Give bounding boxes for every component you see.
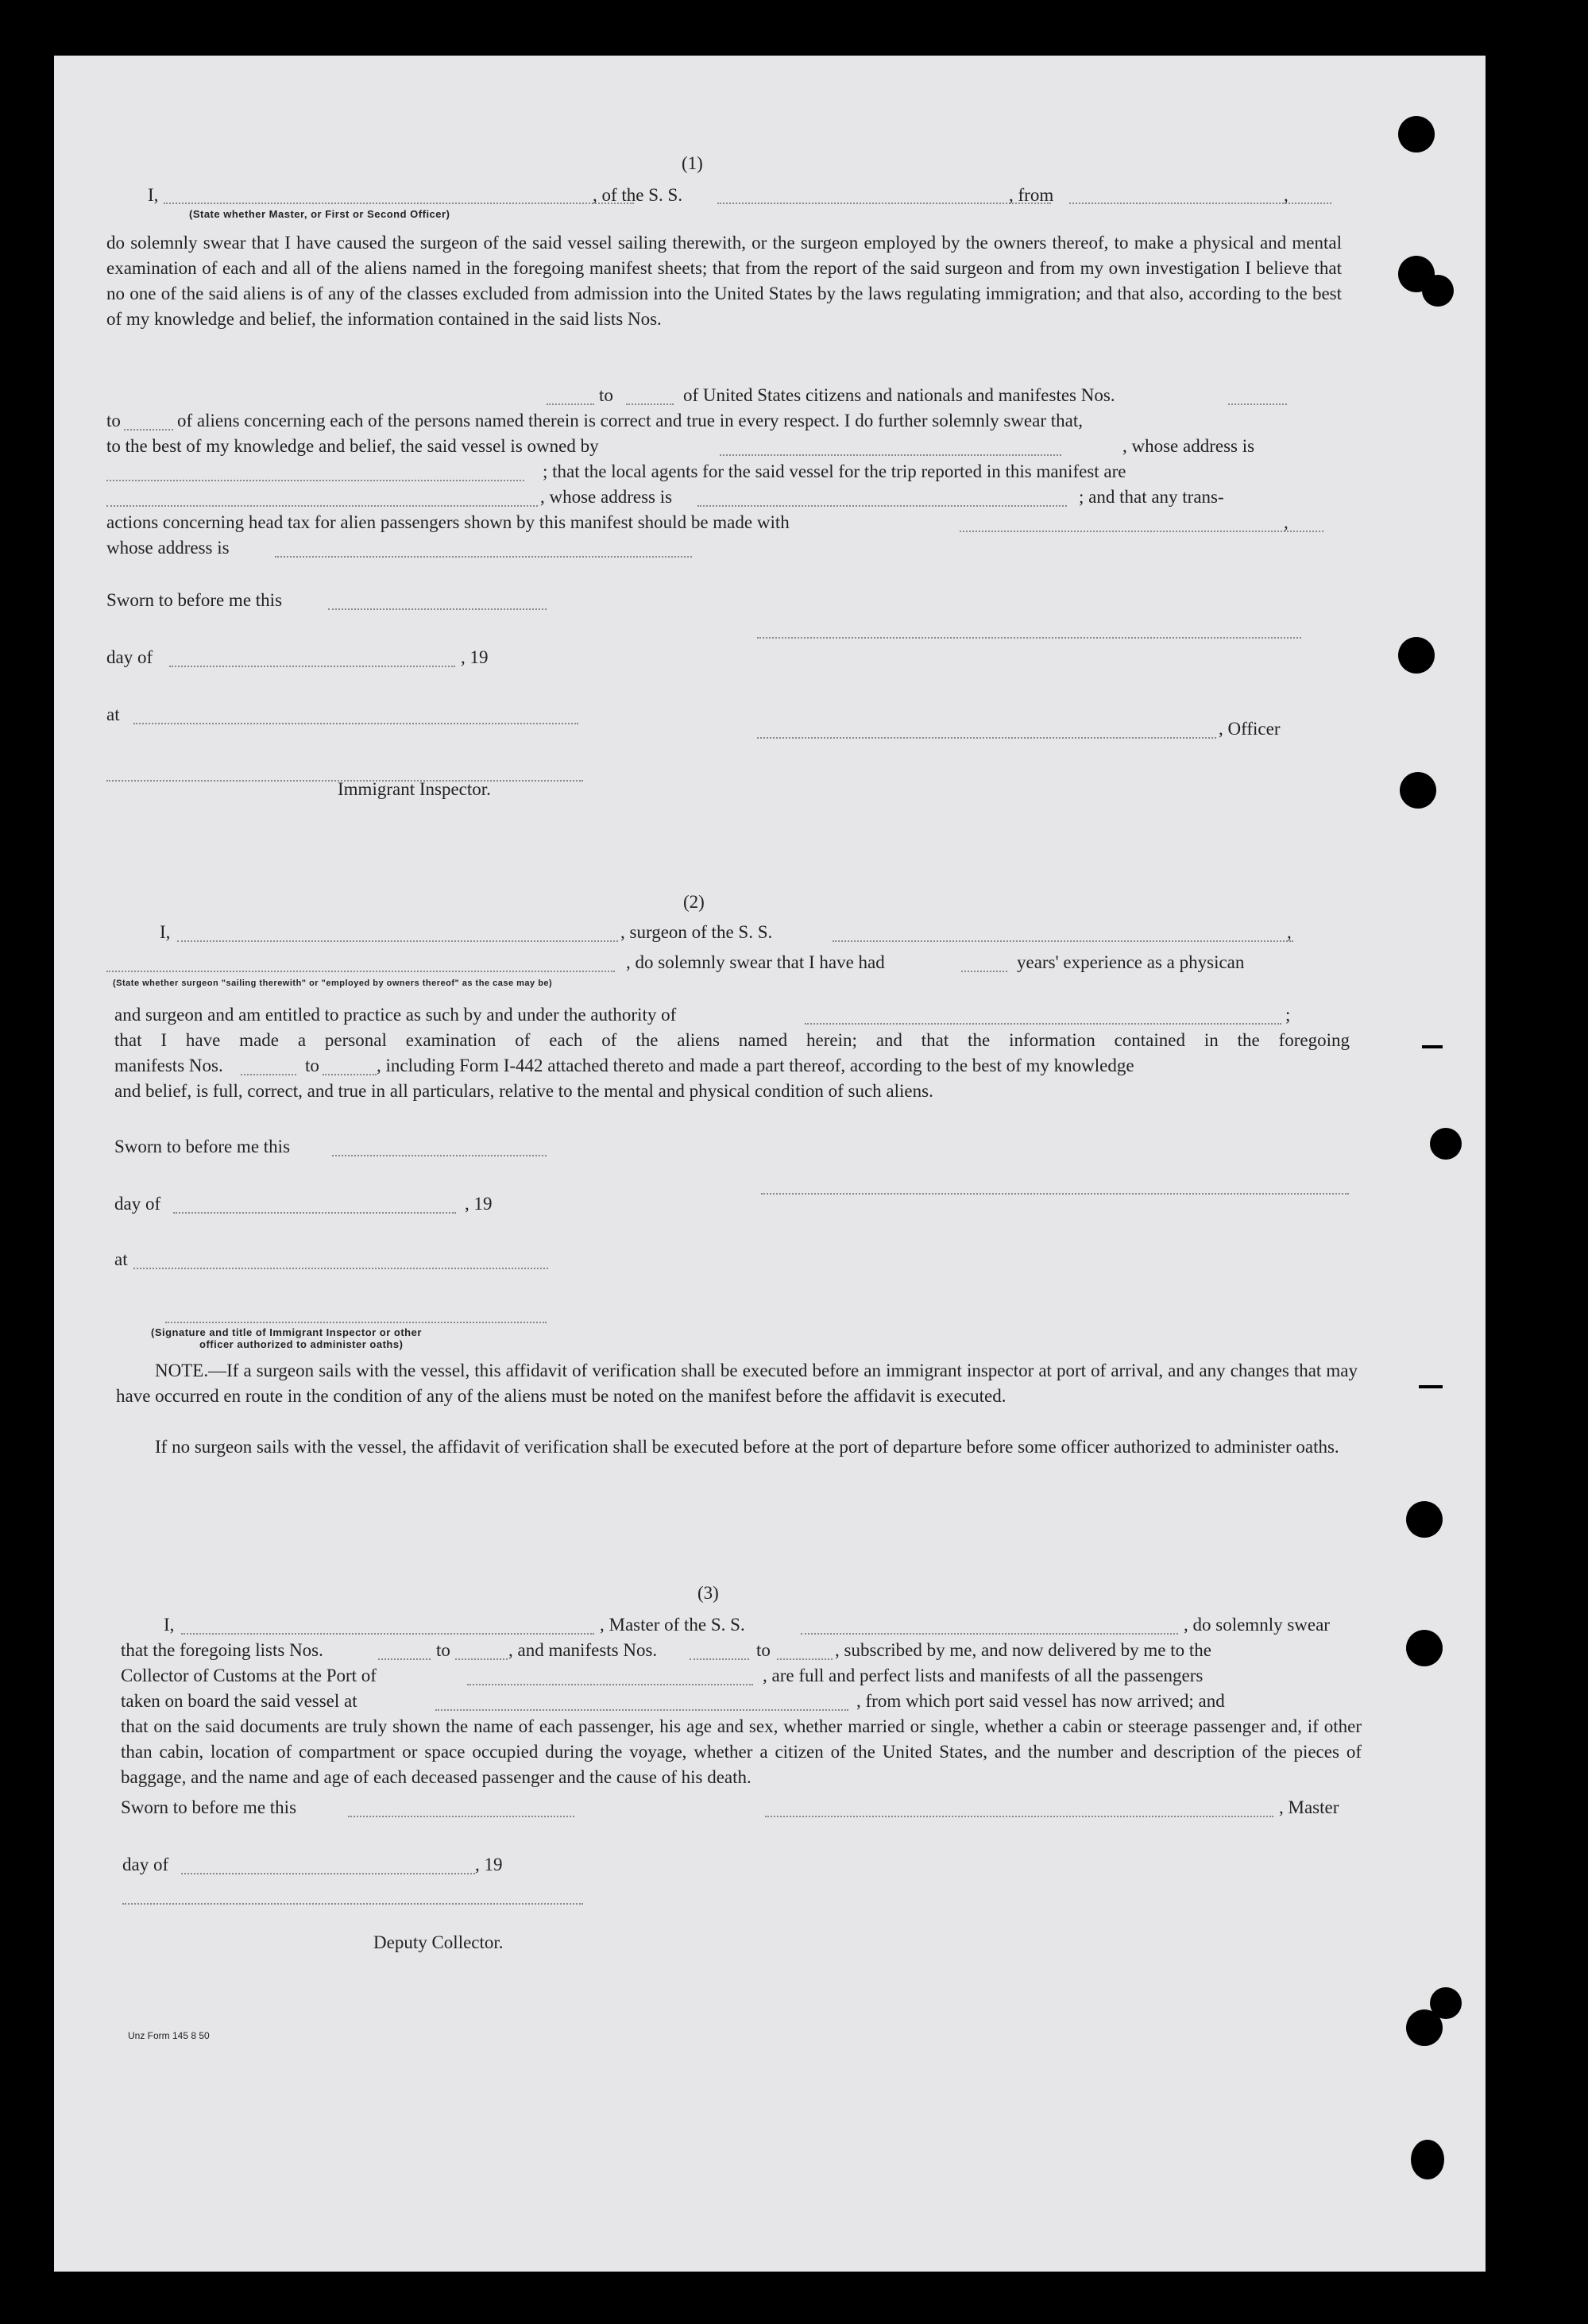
s2-day-of-field[interactable] [173,1212,456,1214]
s1-l7-rest: of aliens concerning each of the persons named therein is correct and true in every respect. I do further solemnly swear that, [177,411,1083,430]
s3-l4-taken-on: taken on board the said vessel at [121,1691,357,1711]
form-page [54,56,1486,2272]
s2-vessel-name-field[interactable] [833,940,1293,942]
s3-l1-master-of: , Master of the S. S. [600,1615,745,1635]
s1-l10-address-label: , whose address is [540,487,673,507]
s3-l1-swear: , do solemnly swear [1184,1615,1330,1635]
s2-l5-including: , including Form I-442 attached thereto and made a part thereof, according to the best of my knowledge [377,1056,1134,1075]
s1-sworn-date-field[interactable] [328,608,547,610]
s2-at-field[interactable] [133,1268,548,1269]
s3-year-label: , 19 [475,1855,503,1874]
s2-l5-manifests: manifests Nos. [114,1056,223,1075]
s3-manifest-from-field[interactable] [690,1658,749,1660]
s1-at-field[interactable] [133,723,578,724]
s3-departure-port-field[interactable] [435,1709,848,1711]
s1-l8-address-label: , whose address is [1122,436,1255,456]
s1-l10-transactions: ; and that any trans- [1079,487,1224,507]
s2-sworn-date-field[interactable] [332,1155,547,1156]
s3-documents-paragraph: that on the said documents are truly shown the name of each passenger, his age and sex, whether married or single, whether a cabin or steerage passenger and, if other than cabin, location of compartment or space occupied during the voyage, whether a citizen of the United States, and the number and description of the pieces of baggage, and the name and age of each deceased passenger and the cause of his death. [121,1716,1362,1787]
s1-manifest-to-field[interactable] [124,429,173,430]
section-1-number: (1) [682,153,703,173]
s3-l2-manifests: , and manifests Nos. [508,1640,658,1660]
s3-deputy-collector-label: Deputy Collector. [373,1932,504,1952]
s1-owner-address-field[interactable] [106,480,524,481]
s3-port-field[interactable] [467,1684,753,1685]
punch-hole [1398,116,1435,152]
s1-list-to-field[interactable] [626,403,674,405]
s3-l2-lists: that the foregoing lists Nos. [121,1640,323,1660]
s1-head-tax-address-field[interactable] [275,556,692,558]
s1-l7-to: to [106,411,121,430]
s1-at-label: at [106,705,120,724]
s1-owner-field[interactable] [720,454,1061,456]
s2-sworn-label: Sworn to before me this [114,1137,291,1156]
section-2-number: (2) [683,892,705,912]
s3-day-of-field[interactable] [181,1873,475,1874]
s3-sworn-label: Sworn to before me this [121,1797,297,1817]
binding-mark [1419,1385,1443,1388]
s3-master-signature-line[interactable] [765,1816,1273,1817]
s3-master-name-field[interactable] [181,1633,594,1635]
s3-master-label: , Master [1279,1797,1339,1817]
punch-hole [1400,772,1436,809]
s3-l2-to2: to [756,1640,771,1660]
s2-year-label: , 19 [465,1194,493,1214]
s1-oath-paragraph: do solemnly swear that I have caused the surgeon of the said vessel sailing therewith, or the surgeon employed by the owners thereof, to make a physical and mental examination of each and all of the aliens named in the foregoing manifest sheets; that from the report of the said surgeon and from my own investigation I believe that no one of the said aliens is of any of the classes excluded from admission into the United States by the laws regulating immigration; and that also, according to the best of my knowledge and belief, the information contained in the said lists Nos. [106,233,1342,329]
s2-manifest-from-field[interactable] [241,1074,296,1075]
s2-l1-prefix: I, [160,922,171,942]
punch-hole [1398,637,1435,674]
s3-collector-signature-line[interactable] [122,1903,583,1905]
section-3-number: (3) [697,1583,719,1603]
s2-surgeon-name-field[interactable] [177,940,618,942]
punch-hole [1411,2140,1444,2179]
punch-hole [1430,1128,1462,1160]
s1-year-label: , 19 [461,647,489,667]
s3-manifest-to-field[interactable] [777,1658,833,1660]
s1-day-of-label: day of [106,647,153,667]
s2-l1-surgeon-of: , surgeon of the S. S. [620,922,773,942]
s3-sworn-date-field[interactable] [348,1816,574,1817]
s2-l3-authority: and surgeon and am entitled to practice as such by and under the authority of [114,1005,677,1025]
s2-l1-end: , [1287,922,1292,942]
s2-l2-experience: years' experience as a physican [1017,952,1245,972]
s1-l11-head-tax: actions concerning head tax for alien passengers shown by this manifest should be made with [106,512,790,532]
s1-line1-prefix: I, [148,185,159,205]
punch-hole [1406,1501,1443,1538]
s1-agents-field[interactable] [106,505,538,507]
s2-note-paragraph-1: NOTE.—If a surgeon sails with the vessel, this affidavit of verification shall be executed before an immigrant inspector at port of arrival, and any changes that may have occurred en route in the condition of any of the aliens must be noted on the manifest before the affidavit is executed. [116,1361,1358,1406]
s1-l11-end: , [1284,512,1289,532]
s3-list-to-field[interactable] [455,1658,508,1660]
s2-l6-belief: and belief, is full, correct, and true in all particulars, relative to the mental and physical condition of such aliens. [114,1081,933,1101]
s1-officer-label: , Officer [1219,719,1281,739]
s1-l12-address-label: whose address is [106,538,230,558]
s3-l1-prefix: I, [164,1615,175,1635]
s2-manifest-to-field[interactable] [323,1074,377,1075]
s1-l9-agents: ; that the local agents for the said vessel for the trip reported in this manifest are [543,461,1126,481]
s1-day-of-field[interactable] [169,666,455,667]
s3-l3-collector: Collector of Customs at the Port of [121,1666,377,1685]
s2-inspector-signature-line[interactable] [165,1322,547,1323]
s1-l6-rest: of United States citizens and nationals and manifestes Nos. [683,385,1115,405]
s1-vessel-name-field[interactable] [717,203,1051,204]
s3-l4-arrived: , from which port said vessel has now arrived; and [856,1691,1225,1711]
s1-of-ss-label: , of the S. S. [593,185,683,205]
s1-head-tax-party-field[interactable] [960,531,1323,532]
s2-l2-swear: , do solemnly swear that I have had [626,952,885,972]
s1-sworn-label: Sworn to before me this [106,590,283,610]
s1-inspector-label: Immigrant Inspector. [338,779,491,799]
s1-line1-end: , [1284,185,1289,205]
master-officer-name-field[interactable] [164,203,634,204]
s1-manifest-from-field[interactable] [1228,403,1287,405]
form-number: Unz Form 145 8 50 [128,2030,210,2041]
s1-agents-address-field[interactable] [697,505,1067,507]
s1-from-port-field[interactable] [1069,203,1331,204]
s1-from-label: , from [1009,185,1054,205]
binding-mark [1422,1045,1443,1048]
s3-day-of-label: day of [122,1855,169,1874]
s1-list-from-field[interactable] [547,403,594,405]
s3-list-from-field[interactable] [378,1658,431,1660]
s2-note-paragraph-2: If no surgeon sails with the vessel, the affidavit of verification shall be executed before at the port of departure before some officer authorized to administer oaths. [155,1437,1339,1457]
s2-l4-examination: that I have made a personal examination of each of the aliens named herein; and that the information contained in the foregoing [114,1030,1350,1050]
s3-l2-to1: to [436,1640,450,1660]
s1-officer-note: (State whether Master, or First or Second Officer) [189,208,450,220]
s2-l5-to: to [305,1056,319,1075]
s2-status-note: (State whether surgeon "sailing therewith" or "employed by owners thereof" as the case may be) [113,979,553,988]
punch-hole [1422,275,1454,307]
s2-authority-field[interactable] [805,1023,1281,1025]
s1-master-signature-line[interactable] [757,637,1301,639]
punch-hole [1406,1630,1443,1666]
s2-day-of-label: day of [114,1194,161,1214]
s3-l2-subscribed: , subscribed by me, and now delivered by me to the [835,1640,1211,1660]
s1-officer-signature-line[interactable] [757,737,1216,739]
s1-l6-to: to [599,385,613,405]
s2-at-label: at [114,1249,128,1269]
punch-hole [1406,2009,1443,2046]
s2-sig-note-2: officer authorized to administer oaths) [199,1338,404,1350]
s2-years-field[interactable] [961,971,1007,972]
s2-sig-note-1: (Signature and title of Immigrant Inspector or other [151,1326,422,1338]
s2-surgeon-status-field[interactable] [106,971,615,972]
s2-surgeon-signature-line[interactable] [761,1193,1349,1195]
s3-l3-lists: , are full and perfect lists and manifests of all the passengers [763,1666,1204,1685]
s3-vessel-name-field[interactable] [801,1633,1178,1635]
s1-l8-owned-by: to the best of my knowledge and belief, the said vessel is owned by [106,436,599,456]
s2-l3-end: ; [1285,1005,1291,1025]
